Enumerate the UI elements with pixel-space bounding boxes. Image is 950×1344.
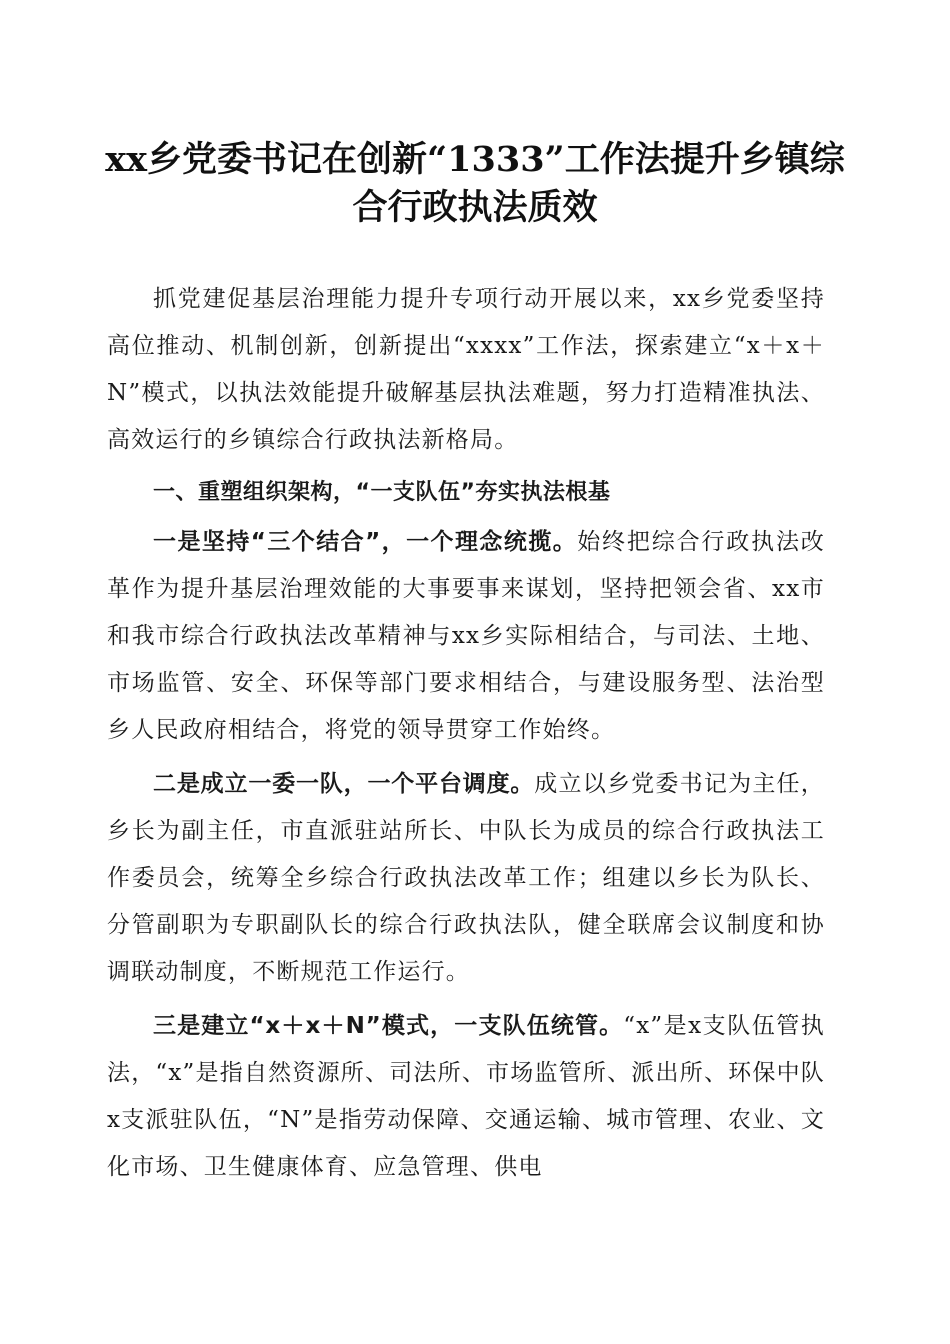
point-1-lead: 一是坚持“三个结合”，一个理念统揽。 <box>153 529 578 555</box>
point-2-text: 成立以乡党委书记为主任，乡长为副主任，市直派驻站所长、中队长为成员的综合行政执法工作委员会，统筹全乡综合行政执法改革工作；组建以乡长为队长、分管副职为专职副队长的综合行政执法队，健全联席会议制度和协调联动制度，不断规范工作运行。 <box>107 771 825 985</box>
point-3-lead: 三是建立“x＋x＋N”模式，一支队伍统管。 <box>153 1013 624 1039</box>
point-3-paragraph <box>107 1003 825 1191</box>
point-2-lead: 二是成立一委一队，一个平台调度。 <box>153 771 535 797</box>
point-1-text: 始终把综合行政执法改革作为提升基层治理效能的大事要事来谋划，坚持把领会省、xx市和我市综合行政执法改革精神与xx乡实际相结合，与司法、土地、市场监管、安全、环保等部门要求相结合，与建设服务型、法治型乡人民政府相结合，将党的领导贯穿工作始终。 <box>107 529 826 743</box>
point-1-paragraph <box>107 519 825 754</box>
point-3-text: “x”是x支队伍管执法，“x”是指自然资源所、司法所、市场监管所、派出所、环保中队x支派驻队伍，“N”是指劳动保障、交通运输、城市管理、农业、文化市场、卫生健康体育、应急管理、供电 <box>107 1013 826 1180</box>
document-body <box>107 276 825 1198</box>
intro-paragraph: 抓党建促基层治理能力提升专项行动开展以来，xx乡党委坚持高位推动、机制创新，创新提出“xxxx”工作法，探索建立“x＋x＋N”模式，以执法效能提升破解基层执法难题，努力打造精准执法、高效运行的乡镇综合行政执法新格局。 <box>107 286 825 453</box>
point-2-paragraph <box>107 761 825 996</box>
document-title: xx乡党委书记在创新“1333”工作法提升乡镇综合行政执法质效 <box>105 139 845 228</box>
section-1-heading: 一、重塑组织架构，“一支队伍”夯实执法根基 <box>153 480 611 505</box>
